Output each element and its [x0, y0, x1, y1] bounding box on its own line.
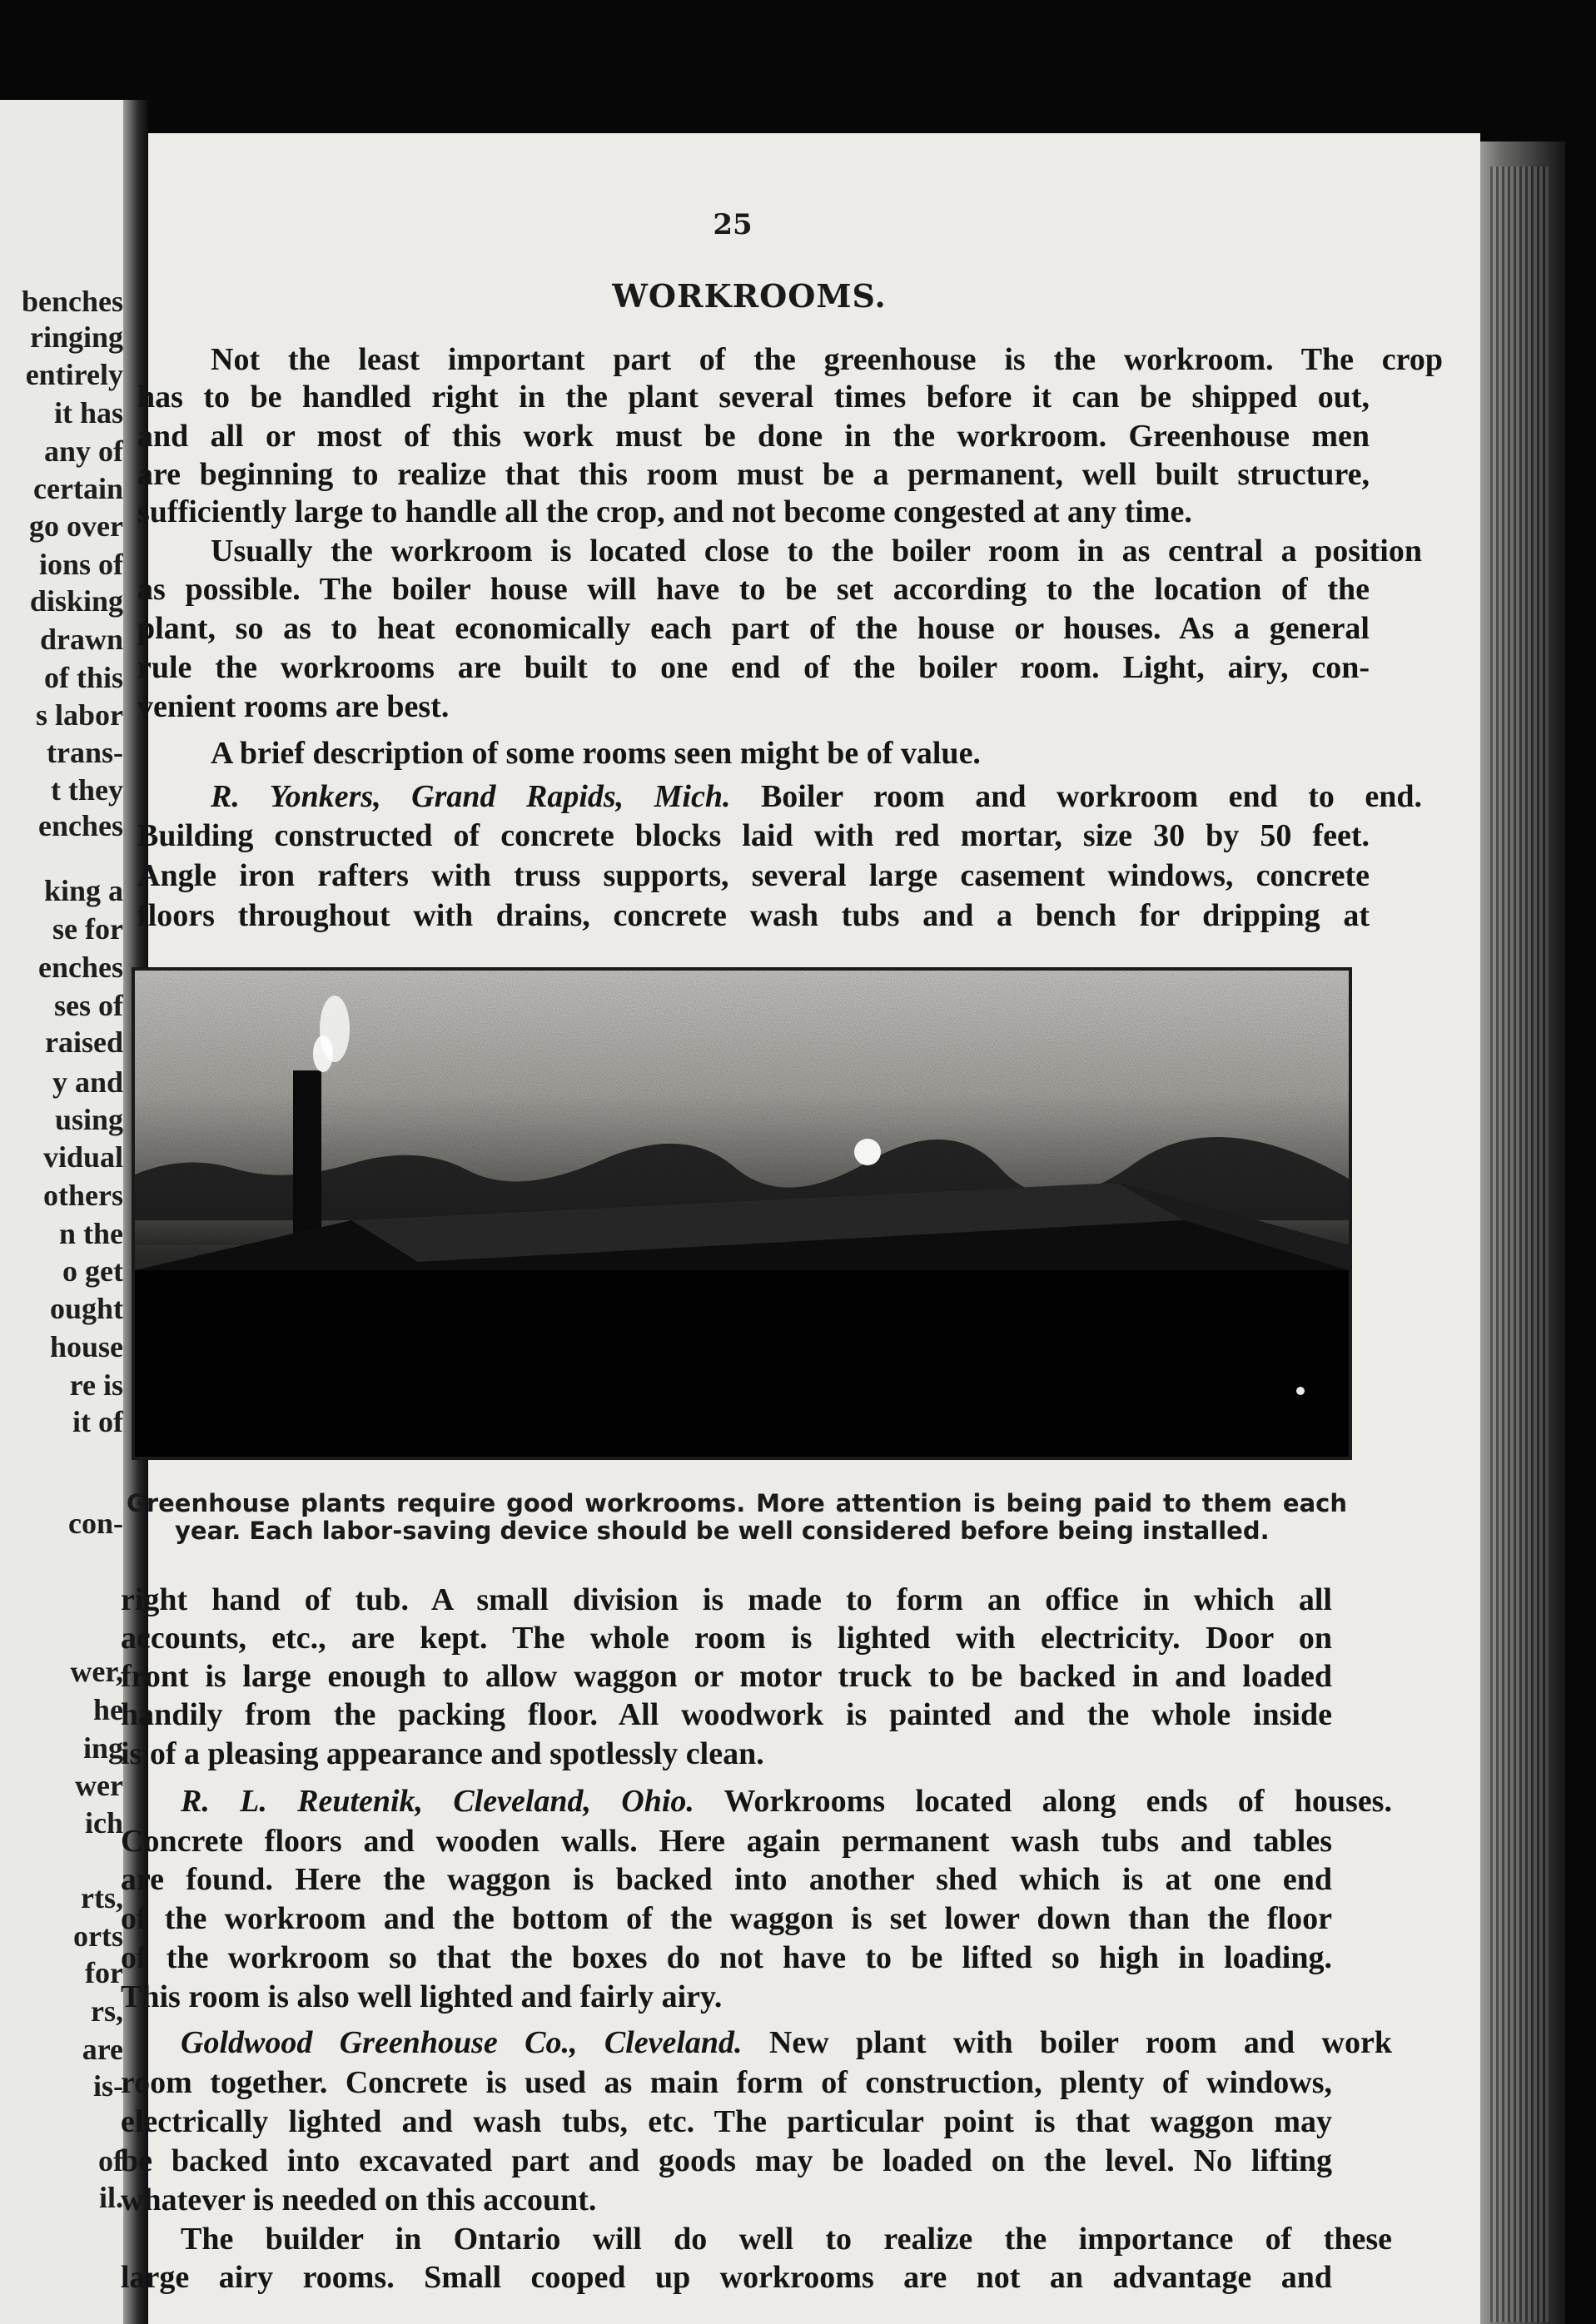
left-page-line: trans- — [47, 736, 123, 769]
left-page-line: raised — [45, 1025, 123, 1059]
body-line: R. L. Reutenik, Cleveland, Ohio. Workrooms located along ends of houses. — [181, 1784, 1392, 1819]
body-line: floors throughout with drains, concrete wash tubs and a bench for dripping at — [137, 898, 1370, 933]
left-page-line: wer, — [70, 1655, 123, 1688]
left-page-line: enches — [38, 809, 123, 842]
section-title: WORKROOMS. — [612, 277, 887, 315]
left-page-line: it has — [53, 396, 123, 430]
left-page-line: ringing — [29, 320, 123, 354]
page-stack-lines — [1490, 166, 1549, 2322]
body-line: are beginning to realize that this room must be a permanent, well built structure, — [137, 457, 1370, 492]
body-line: The builder in Ontario will do well to realize the importance of these — [181, 2222, 1392, 2257]
greenhouse-photograph — [132, 967, 1352, 1460]
body-line: large airy rooms. Small cooped up workrooms are not an advantage and — [121, 2260, 1332, 2295]
body-line: and all or most of this work must be done in the workroom. Greenhouse men — [137, 419, 1370, 454]
body-line: This room is also well lighted and fairly airy. — [121, 1979, 723, 2014]
body-line: as possible. The boiler house will have to be set according to the location of the — [137, 572, 1370, 607]
body-line: has to be handled right in the plant several times before it can be shipped out, — [137, 380, 1370, 415]
left-page-line: wer — [75, 1769, 123, 1802]
greenhouse-photo-image — [135, 971, 1349, 1457]
body-line: Not the least important part of the greenhouse is the workroom. The crop — [211, 342, 1443, 377]
body-line: is of a pleasing appearance and spotlessly clean. — [121, 1736, 764, 1771]
left-page-line: t they — [51, 773, 123, 807]
body-line: room together. Concrete is used as main form of construction, plenty of windows, — [121, 2065, 1332, 2100]
body-line: sufficiently large to handle all the crop, and not become congested at any time. — [137, 494, 1192, 529]
left-page-line: it of — [72, 1405, 123, 1438]
left-page-line: he — [93, 1693, 123, 1726]
left-page-line: ions of — [38, 548, 123, 581]
body-line: plant, so as to heat economically each part of the house or houses. As a general — [137, 611, 1370, 646]
left-page-line: benches — [21, 285, 123, 318]
left-page-line: n the — [58, 1217, 123, 1250]
left-page-line: re is — [69, 1368, 123, 1402]
page-number: 25 — [713, 208, 753, 241]
body-line: A brief description of some rooms seen might be of value. — [211, 736, 981, 771]
body-line: Concrete floors and wooden walls. Here again permanent wash tubs and tables — [121, 1824, 1332, 1859]
left-page-line: is- — [93, 2069, 123, 2103]
body-line: rule the workrooms are built to one end of the boiler room. Light, airy, con- — [137, 650, 1370, 685]
left-page-line: rts, — [81, 1881, 123, 1914]
left-page-line: se for — [52, 912, 123, 946]
left-page-line: using — [54, 1103, 123, 1136]
body-line: of the workroom so that the boxes do not have to be lifted so high in loading. — [121, 1940, 1332, 1975]
body-line: electrically lighted and wash tubs, etc. The particular point is that waggon may — [121, 2104, 1332, 2139]
body-line: whatever is needed on this account. — [121, 2182, 597, 2217]
body-line: right hand of tub. A small division is made to form an office in which all — [121, 1582, 1332, 1617]
left-page-line: ought — [49, 1292, 123, 1325]
left-page-line: of this — [43, 661, 123, 694]
left-page-line: certain — [33, 472, 123, 505]
left-page-line: for — [85, 1956, 123, 1989]
left-page-line: enches — [38, 951, 123, 984]
left-page-line: ich — [84, 1806, 123, 1840]
left-page-line: are — [82, 2033, 123, 2066]
left-page-line: house — [49, 1330, 123, 1363]
left-page-line: entirely — [25, 358, 123, 391]
left-page-line: o get — [62, 1254, 123, 1288]
left-page-line: any of — [43, 435, 123, 468]
body-line: Goldwood Greenhouse Co., Cleveland. New plant with boiler room and work — [181, 2025, 1393, 2060]
body-line: handily from the packing floor. All woodwork is painted and the whole inside — [121, 1697, 1332, 1732]
body-line: venient rooms are best. — [137, 689, 450, 724]
figure-caption-line-2: year. Each labor-saving device should be well considered before being installed. — [175, 1517, 1270, 1545]
body-line: Building constructed of concrete blocks laid with red mortar, size 30 by 50 feet. — [137, 818, 1370, 853]
left-page-line: il. — [98, 2181, 123, 2214]
left-page-line: disking — [29, 584, 123, 618]
body-line: are found. Here the waggon is backed into another shed which is at one end — [121, 1862, 1332, 1897]
left-page-line: vidual — [42, 1140, 123, 1174]
firm-name-reutenik: R. L. Reutenik, Cleveland, Ohio. — [181, 1784, 694, 1819]
left-page-line: ses of — [54, 989, 123, 1022]
left-page-line: drawn — [39, 623, 123, 656]
left-page-line: y and — [52, 1065, 123, 1099]
left-page-line: ing — [82, 1731, 123, 1765]
body-line: of the workroom and the bottom of the waggon is set lower down than the floor — [121, 1901, 1332, 1936]
firm-name-goldwood: Goldwood Greenhouse Co., Cleveland. — [181, 2025, 743, 2060]
body-line: Angle iron rafters with truss supports, several large casement windows, concrete — [137, 858, 1370, 893]
left-page-line: of — [98, 2144, 123, 2178]
left-page-line: go over — [29, 509, 123, 543]
body-line: R. Yonkers, Grand Rapids, Mich. Boiler room and workroom end to end. — [211, 779, 1423, 814]
left-page-fragment — [0, 100, 133, 2324]
left-page-line: rs, — [91, 1994, 123, 2028]
left-page-line: orts — [73, 1919, 123, 1953]
left-page-line: king a — [43, 874, 123, 907]
body-line: accounts, etc., are kept. The whole room is lighted with electricity. Door on — [121, 1621, 1332, 1656]
firm-name-yonkers: R. Yonkers, Grand Rapids, Mich. — [211, 779, 731, 814]
left-page-line: others — [43, 1179, 123, 1212]
body-line: be backed into excavated part and goods may be loaded on the level. No lifting — [121, 2143, 1332, 2178]
left-page-line: con- — [68, 1507, 123, 1540]
body-line: Usually the workroom is located close to the boiler room in as central a position — [211, 534, 1422, 569]
left-page-line: s labor — [35, 698, 123, 732]
body-line: front is large enough to allow waggon or motor truck to be backed in and loaded — [121, 1659, 1332, 1694]
figure-caption-line-1: Greenhouse plants require good workrooms. More attention is being paid to them each — [127, 1489, 1347, 1517]
